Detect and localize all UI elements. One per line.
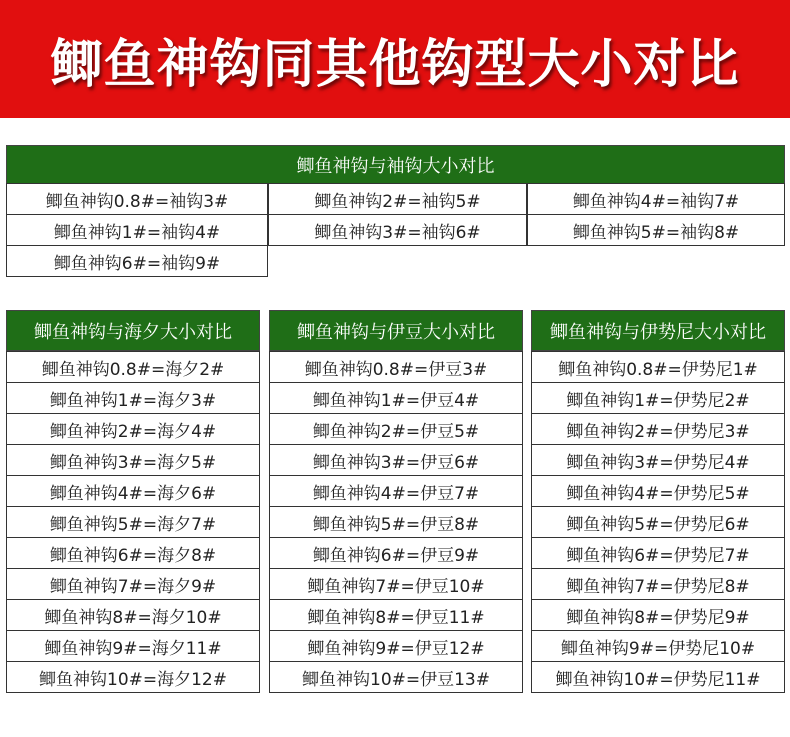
table-cell: 鲫鱼神钩5#=袖钩8# (527, 214, 785, 246)
table-cell: 鲫鱼神钩4#=伊豆7# (269, 475, 523, 507)
table-cell: 鲫鱼神钩9#=伊势尼10# (531, 630, 785, 662)
table-cell: 鲫鱼神钩1#=伊势尼2# (531, 382, 785, 414)
table-cell: 鲫鱼神钩10#=海夕12# (6, 661, 260, 693)
table-cell: 鲫鱼神钩3#=伊势尼4# (531, 444, 785, 476)
table-cell: 鲫鱼神钩8#=伊势尼9# (531, 599, 785, 631)
sode-column-3 (527, 183, 785, 246)
table-cell: 鲫鱼神钩2#=袖钩5# (268, 183, 527, 215)
table-cell: 鲫鱼神钩6#=海夕8# (6, 537, 260, 569)
sode-column-1 (6, 183, 268, 277)
table-cell: 鲫鱼神钩4#=伊势尼5# (531, 475, 785, 507)
table-cell: 鲫鱼神钩3#=袖钩6# (268, 214, 527, 246)
table-cell: 鲫鱼神钩0.8#=海夕2# (6, 351, 260, 383)
table-cell: 鲫鱼神钩1#=海夕3# (6, 382, 260, 414)
iseni-table-header: 鲫鱼神钩与伊势尼大小对比 (531, 310, 785, 351)
table-cell: 鲫鱼神钩3#=海夕5# (6, 444, 260, 476)
umi-column (6, 351, 260, 693)
table-cell: 鲫鱼神钩10#=伊势尼11# (531, 661, 785, 693)
table-cell: 鲫鱼神钩1#=袖钩4# (6, 214, 268, 246)
table-cell: 鲫鱼神钩0.8#=袖钩3# (6, 183, 268, 215)
table-cell: 鲫鱼神钩5#=伊势尼6# (531, 506, 785, 538)
table-cell: 鲫鱼神钩4#=袖钩7# (527, 183, 785, 215)
table-cell: 鲫鱼神钩10#=伊豆13# (269, 661, 523, 693)
table-cell: 鲫鱼神钩2#=伊豆5# (269, 413, 523, 445)
sode-table-header: 鲫鱼神钩与袖钩大小对比 (6, 145, 785, 184)
table-cell: 鲫鱼神钩6#=伊势尼7# (531, 537, 785, 569)
table-cell: 鲫鱼神钩5#=伊豆8# (269, 506, 523, 538)
table-cell: 鲫鱼神钩3#=伊豆6# (269, 444, 523, 476)
table-cell: 鲫鱼神钩8#=伊豆11# (269, 599, 523, 631)
izu-column (269, 351, 523, 693)
sode-column-2 (268, 183, 527, 246)
table-cell: 鲫鱼神钩7#=海夕9# (6, 568, 260, 600)
table-cell: 鲫鱼神钩4#=海夕6# (6, 475, 260, 507)
table-cell: 鲫鱼神钩0.8#=伊势尼1# (531, 351, 785, 383)
iseni-column (531, 351, 785, 693)
table-cell: 鲫鱼神钩0.8#=伊豆3# (269, 351, 523, 383)
title-banner (0, 0, 790, 118)
table-cell: 鲫鱼神钩9#=海夕11# (6, 630, 260, 662)
table-cell: 鲫鱼神钩8#=海夕10# (6, 599, 260, 631)
table-cell: 鲫鱼神钩9#=伊豆12# (269, 630, 523, 662)
umi-table-header: 鲫鱼神钩与海夕大小对比 (6, 310, 260, 351)
table-cell: 鲫鱼神钩7#=伊势尼8# (531, 568, 785, 600)
table-cell: 鲫鱼神钩6#=伊豆9# (269, 537, 523, 569)
izu-table-header: 鲫鱼神钩与伊豆大小对比 (269, 310, 523, 351)
table-cell: 鲫鱼神钩1#=伊豆4# (269, 382, 523, 414)
table-cell: 鲫鱼神钩2#=海夕4# (6, 413, 260, 445)
table-cell: 鲫鱼神钩2#=伊势尼3# (531, 413, 785, 445)
table-cell: 鲫鱼神钩6#=袖钩9# (6, 245, 268, 277)
table-cell: 鲫鱼神钩5#=海夕7# (6, 506, 260, 538)
page-title: 鲫鱼神钩同其他钩型大小对比 (50, 34, 740, 95)
table-cell: 鲫鱼神钩7#=伊豆10# (269, 568, 523, 600)
